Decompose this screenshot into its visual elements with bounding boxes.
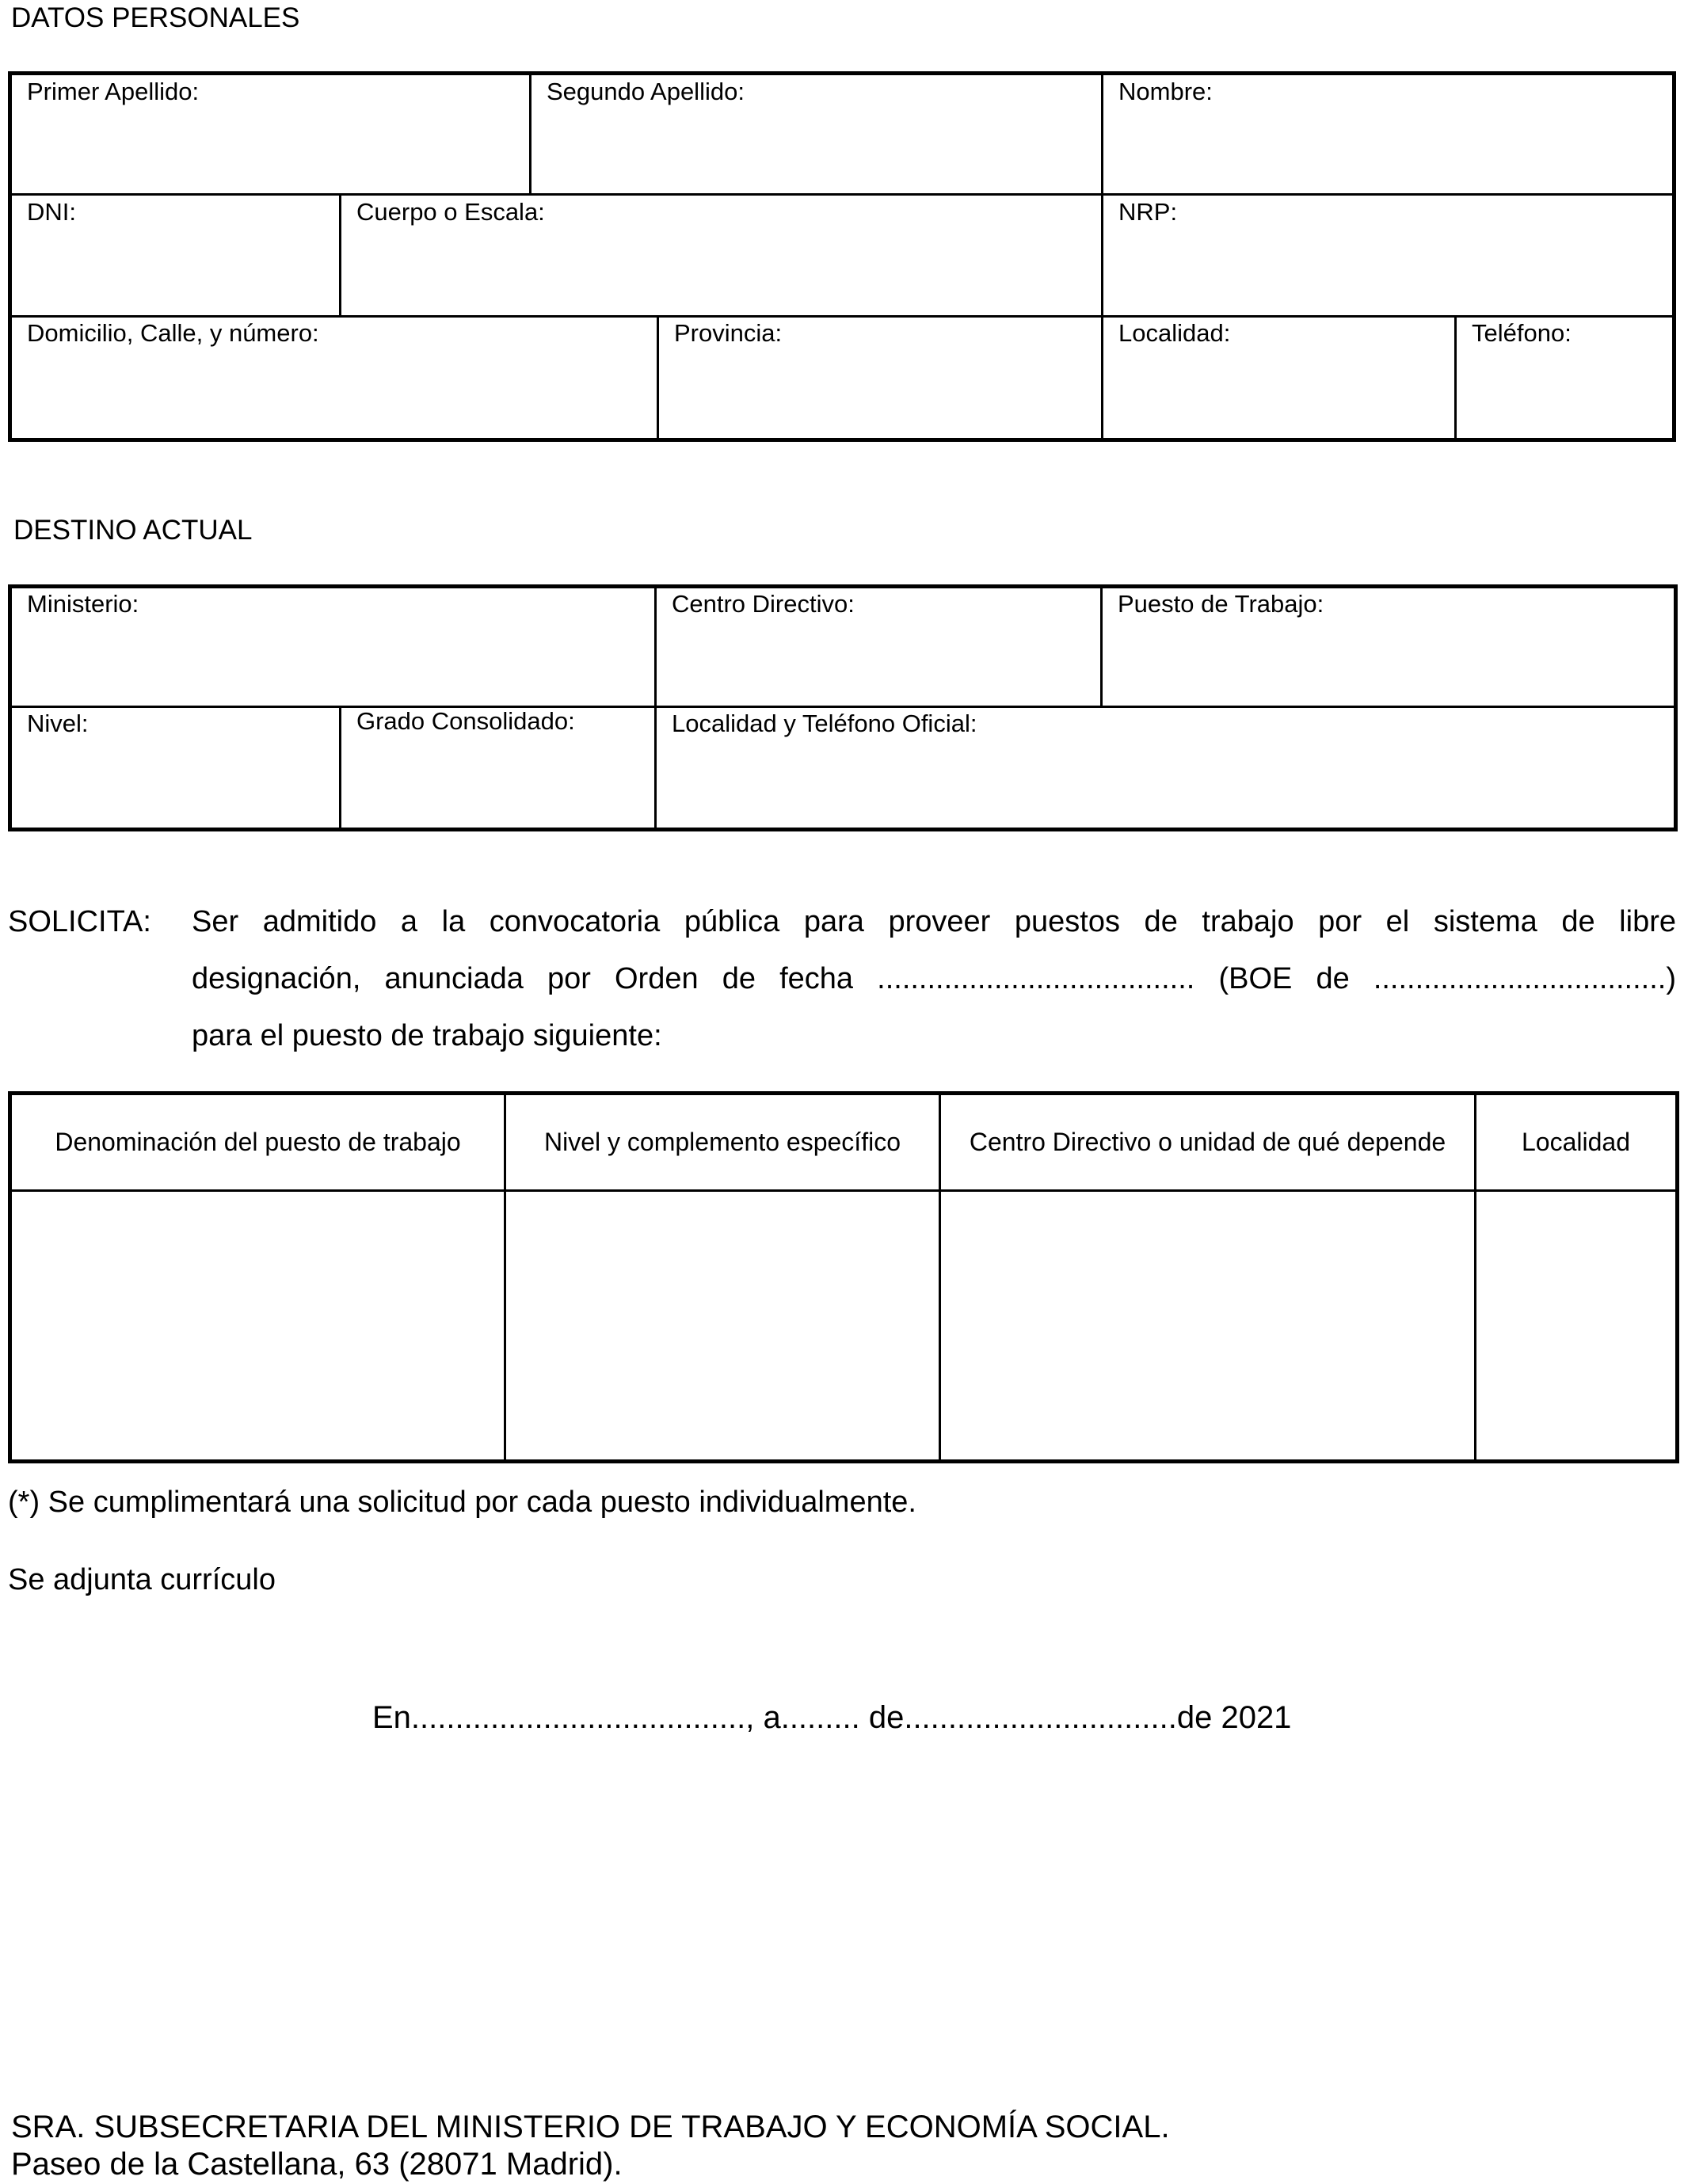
- field-segundo-apellido[interactable]: Segundo Apellido:: [547, 78, 745, 105]
- table-cell-centro-directivo[interactable]: [941, 1192, 1474, 1459]
- field-cuerpo-escala[interactable]: Cuerpo o Escala:: [356, 198, 545, 226]
- date-line: En......................................, a......... de...............................de 2021: [372, 1700, 1292, 1735]
- adjunta-text: Se adjunta currículo: [8, 1563, 276, 1596]
- field-primer-apellido[interactable]: Primer Apellido:: [27, 78, 200, 105]
- field-provincia[interactable]: Provincia:: [674, 319, 783, 347]
- personal-data-box: [8, 71, 1676, 442]
- divider: [529, 73, 531, 195]
- divider: [10, 315, 1674, 318]
- solicita-label: SOLICITA:: [8, 905, 151, 938]
- divider: [10, 706, 1676, 708]
- field-grado-consolidado[interactable]: Grado Consolidado:: [356, 707, 575, 735]
- field-nivel[interactable]: Nivel:: [27, 710, 89, 737]
- field-telefono[interactable]: Teléfono:: [1472, 319, 1572, 347]
- solicita-line-3: para el puesto de trabajo siguiente:: [192, 1019, 662, 1052]
- divider: [657, 317, 659, 440]
- note-text: (*) Se cumplimentará una solicitud por cada puesto individualmente.: [8, 1486, 916, 1519]
- table-cell-nivel-complemento[interactable]: [506, 1192, 939, 1459]
- table-header-localidad: Localidad: [1522, 1128, 1630, 1156]
- solicita-line-2: designación, anunciada por Orden de fecha ...................................... (BOE de ...................................): [192, 962, 1676, 995]
- divider: [654, 586, 657, 830]
- field-nrp[interactable]: NRP:: [1118, 198, 1178, 226]
- divider: [1100, 586, 1103, 707]
- field-dni[interactable]: DNI:: [27, 198, 76, 226]
- addressee-line-2: Paseo de la Castellana, 63 (28071 Madrid).: [11, 2147, 623, 2182]
- section-title-destino-actual: DESTINO ACTUAL: [13, 515, 253, 546]
- field-puesto-trabajo[interactable]: Puesto de Trabajo:: [1118, 590, 1324, 618]
- addressee-line-1: SRA. SUBSECRETARIA DEL MINISTERIO DE TRABAJO Y ECONOMÍA SOCIAL.: [11, 2110, 1170, 2144]
- field-localidad[interactable]: Localidad:: [1118, 319, 1231, 347]
- section-title-datos-personales: DATOS PERSONALES: [11, 2, 300, 33]
- divider: [10, 193, 1674, 196]
- solicita-line-1: Ser admitido a la convocatoria pública para proveer puestos de trabajo por el sistema de libre: [192, 905, 1676, 938]
- field-ministerio[interactable]: Ministerio:: [27, 590, 139, 618]
- divider: [339, 195, 341, 317]
- divider: [1101, 73, 1103, 440]
- destino-box: [8, 584, 1678, 831]
- table-header-denominacion: Denominación del puesto de trabajo: [55, 1128, 461, 1156]
- table-cell-denominacion[interactable]: [12, 1192, 504, 1459]
- field-localidad-telefono-oficial[interactable]: Localidad y Teléfono Oficial:: [672, 710, 977, 737]
- field-centro-directivo[interactable]: Centro Directivo:: [672, 590, 855, 618]
- table-header-nivel-complemento: Nivel y complemento específico: [544, 1128, 901, 1156]
- divider: [1454, 317, 1457, 440]
- table-header-centro-directivo: Centro Directivo o unidad de qué depende: [969, 1128, 1446, 1156]
- field-nombre[interactable]: Nombre:: [1118, 78, 1213, 105]
- field-domicilio[interactable]: Domicilio, Calle, y número:: [27, 319, 319, 347]
- divider: [339, 707, 341, 830]
- table-cell-localidad[interactable]: [1476, 1192, 1675, 1459]
